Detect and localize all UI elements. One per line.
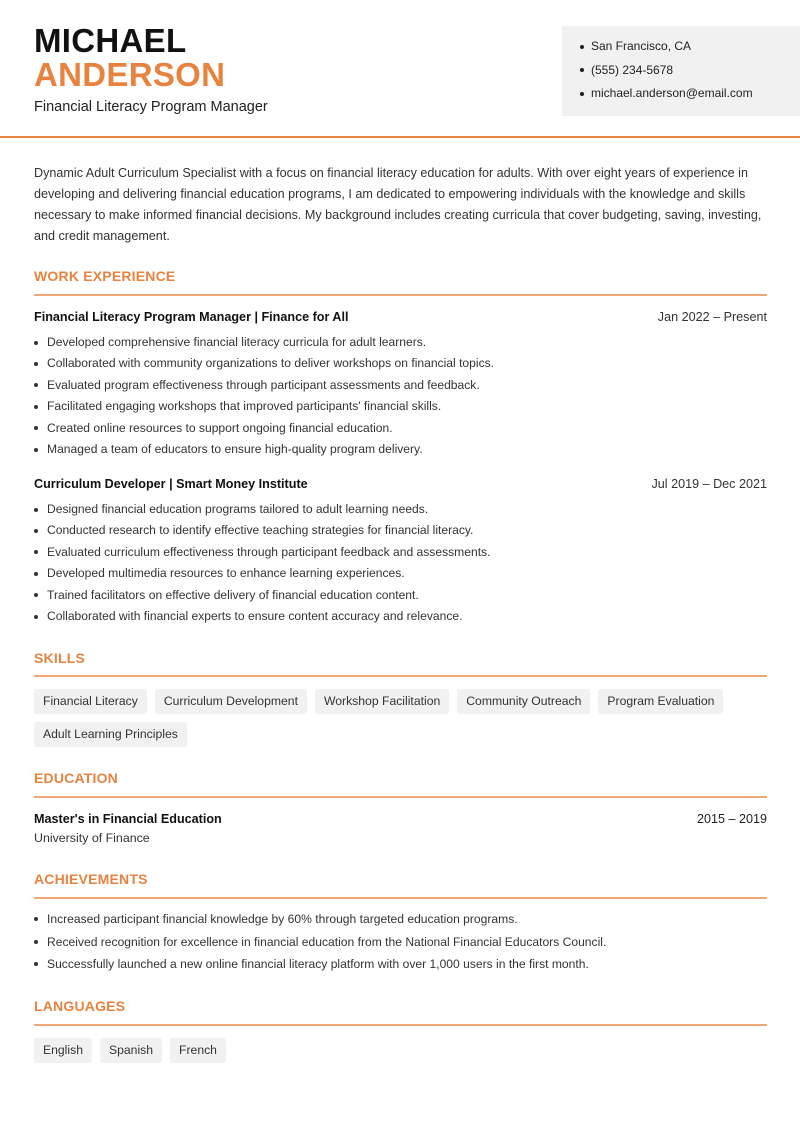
list-item: Increased participant financial knowledge by 60% through targeted education programs.: [34, 908, 774, 931]
bullet-icon: [34, 383, 38, 387]
bullet-icon: [34, 572, 38, 576]
bullet-icon: [34, 529, 38, 533]
bullet-icon: [580, 68, 584, 72]
skill-tag: Program Evaluation: [598, 689, 723, 714]
profile-summary: Dynamic Adult Curriculum Specialist with a focus on financial literacy education for adults. With over eight years of experience in developing and delivering financial education programs, I am dedicated to empowering individuals with the knowledge and skills necessary to make informed financial decisions. My background includes creating curricula that cover budgeting, saving, investing, and credit management.: [34, 166, 762, 243]
language-tag: English: [34, 1038, 92, 1063]
section-title-education: EDUCATION: [34, 770, 118, 786]
contact-location: San Francisco, CA: [580, 35, 800, 59]
section-divider: [34, 294, 767, 296]
skills-list: [34, 689, 774, 747]
section-divider: [34, 675, 767, 677]
job-bullets: [34, 332, 767, 460]
list-item: Evaluated curriculum effectiveness through participant feedback and assessments.: [34, 542, 767, 563]
section-title-languages: LANGUAGES: [34, 998, 126, 1014]
bullet-icon: [34, 615, 38, 619]
bullet-icon: [34, 962, 38, 966]
bullet-icon: [580, 45, 584, 49]
first-name: MICHAEL: [34, 22, 187, 59]
bullet-icon: [34, 341, 38, 345]
skill-tag: Community Outreach: [457, 689, 590, 714]
skill-tag: Curriculum Development: [155, 689, 307, 714]
section-divider: [34, 897, 767, 899]
bullet-icon: [34, 917, 38, 921]
section-title-skills: SKILLS: [34, 650, 85, 666]
list-item: Received recognition for excellence in financial education from the National Financial Educators Council.: [34, 931, 774, 954]
resume-header: [0, 0, 800, 138]
contact-box: [562, 26, 800, 116]
list-item: Developed comprehensive financial literacy curricula for adult learners.: [34, 332, 767, 353]
list-item: Evaluated program effectiveness through participant assessments and feedback.: [34, 375, 767, 396]
list-item: Designed financial education programs tailored to adult learning needs.: [34, 499, 767, 520]
contact-email[interactable]: michael.anderson@email.com: [580, 82, 800, 106]
last-name: ANDERSON: [34, 56, 226, 93]
bullet-icon: [580, 92, 584, 96]
job-title: Financial Literacy Program Manager: [34, 99, 268, 115]
list-item: Created online resources to support ongoing financial education.: [34, 418, 767, 439]
list-item: Successfully launched a new online financial literacy platform with over 1,000 users in the first month.: [34, 953, 774, 976]
section-divider: [34, 1024, 767, 1026]
section-title-achievements: ACHIEVEMENTS: [34, 871, 148, 887]
contact-phone: (555) 234-5678: [580, 59, 800, 83]
education-header: [34, 812, 767, 826]
list-item: Collaborated with financial experts to ensure content accuracy and relevance.: [34, 606, 767, 627]
job-bullets: [34, 499, 767, 627]
list-item: Developed multimedia resources to enhance learning experiences.: [34, 563, 767, 584]
bullet-icon: [34, 426, 38, 430]
degree: Master's in Financial Education: [34, 812, 222, 826]
job-role: Financial Literacy Program Manager | Finance for All: [34, 310, 349, 324]
section-divider: [34, 796, 767, 798]
achievements-list: [34, 908, 774, 976]
contact-list: [580, 35, 800, 106]
bullet-icon: [34, 448, 38, 452]
skill-tag: Adult Learning Principles: [34, 722, 187, 747]
job-date: Jan 2022 – Present: [657, 310, 767, 324]
bullet-icon: [34, 362, 38, 366]
bullet-icon: [34, 405, 38, 409]
skill-tag: Workshop Facilitation: [315, 689, 449, 714]
list-item: Collaborated with community organizations to deliver workshops on financial topics.: [34, 353, 767, 374]
school-name: University of Finance: [34, 831, 150, 845]
list-item: Managed a team of educators to ensure high-quality program delivery.: [34, 439, 767, 460]
bullet-icon: [34, 593, 38, 597]
job-header: [34, 310, 767, 324]
language-tag: French: [170, 1038, 226, 1063]
bullet-icon: [34, 508, 38, 512]
skill-tag: Financial Literacy: [34, 689, 147, 714]
list-item: Trained facilitators on effective delivery of financial education content.: [34, 585, 767, 606]
list-item: Facilitated engaging workshops that improved participants' financial skills.: [34, 396, 767, 417]
bullet-icon: [34, 940, 38, 944]
bullet-icon: [34, 550, 38, 554]
list-item: Conducted research to identify effective teaching strategies for financial literacy.: [34, 520, 767, 541]
education-date: 2015 – 2019: [696, 812, 767, 826]
section-title-work: WORK EXPERIENCE: [34, 268, 176, 284]
job-header: [34, 477, 767, 491]
language-tag: Spanish: [100, 1038, 162, 1063]
job-date: Jul 2019 – Dec 2021: [651, 477, 767, 491]
job-role: Curriculum Developer | Smart Money Institute: [34, 477, 308, 491]
languages-list: [34, 1038, 774, 1063]
